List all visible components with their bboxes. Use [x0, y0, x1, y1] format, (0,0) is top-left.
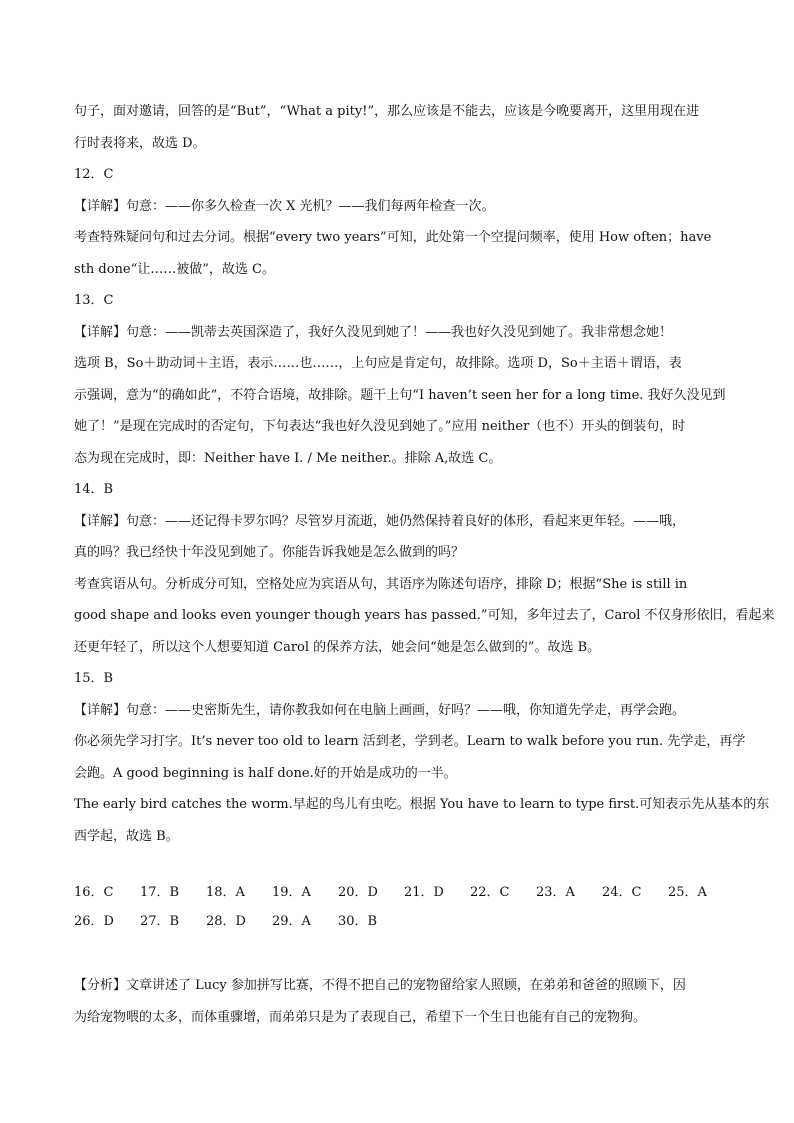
answer-item: 21．D — [404, 885, 444, 900]
text-line: 选项 B，So＋助动词＋主语，表示……也……，上句应是肯定句，故排除。选项 D，So＋主语＋谓语，表 — [74, 356, 682, 371]
question-number: 15．B — [74, 671, 114, 686]
text-line: 会跑。A good beginning is half done.好的开始是成功的一半。 — [74, 765, 457, 781]
text-line: 【详解】句意：——史密斯先生，请你教我如何在电脑上画画，好吗？——哦，你知道先学走，再学会跑。 — [74, 702, 686, 718]
text-line: 考查特殊疑问句和过去分词。根据“every two years”可知，此处第一个空提问频率，使用 How often；have — [74, 230, 712, 245]
answer-row — [74, 878, 734, 907]
text-line: 句子，面对邀请，回答的是“But”，“What a pity!”，那么应该是不能去，应该是今晚要离开，这里用现在进 — [74, 104, 700, 119]
text-line: 真的吗？我已经快十年没见到她了。你能告诉我她是怎么做到的吗？ — [74, 545, 465, 560]
answer-item: 27．B — [140, 914, 180, 929]
text-line: 态为现在完成时，即：Neither have I. / Me neither.。排除 A,故选 C。 — [74, 450, 502, 466]
text-line: 示强调，意为“的确如此”，不符合语境，故排除。题干上句“I haven’t seen her for a long time. 我好久没见到 — [74, 387, 726, 403]
answer-item: 17．B — [140, 885, 180, 900]
answer-item: 29．A — [272, 914, 311, 929]
text-line: 【详解】句意：——凯蒂去英国深造了，我好久没见到她了！——我也好久没见到她了。我非常想念她！ — [74, 324, 673, 340]
text-line: 考查宾语从句。分析成分可知，空格处应为宾语从句，其语序为陈述句语序，排除 D；根据“She is still in — [74, 576, 688, 592]
answer-item: 28．D — [206, 914, 246, 929]
answer-item: 19．A — [272, 885, 311, 900]
question-number: 12．C — [74, 167, 114, 182]
answer-item: 16．C — [74, 885, 114, 900]
explanation-block — [74, 96, 775, 852]
analysis-line: 为给宠物喂的太多，而体重骤增，而弟弟只是为了表现自己，希望下一个生日也能有自己的宠物狗。 — [74, 1009, 647, 1025]
text-line: 她了！”是现在完成时的否定句，下句表达“我也好久没见到她了。”应用 neither（也不）开头的倒装句，时 — [74, 419, 686, 434]
answer-item: 23．A — [536, 885, 575, 900]
answer-key — [74, 878, 734, 936]
answer-item: 18．A — [206, 885, 245, 900]
text-line: 行时表将来，故选 D。 — [74, 135, 206, 151]
answer-item: 25．A — [668, 885, 707, 900]
answer-item: 22．C — [470, 885, 510, 900]
answer-item: 20．D — [338, 885, 378, 900]
text-line: 还更年轻了，所以这个人想要知道 Carol 的保养方法，她会问“她是怎么做到的”。故选 B。 — [74, 639, 601, 655]
question-number: 14．B — [74, 482, 114, 497]
text-line: 你必须先学习打字。It’s never too old to learn 活到老，学到老。Learn to walk before you run. 先学走，再学 — [74, 734, 746, 749]
answer-row — [74, 907, 734, 936]
text-line: 【详解】句意：——还记得卡罗尔吗？尽管岁月流逝，她仍然保持着良好的体形，看起来更年轻。——哦， — [74, 513, 686, 529]
answer-item: 26．D — [74, 914, 114, 929]
text-line: The early bird catches the worm.早起的鸟儿有虫吃。根据 You have to learn to type first.可知表示先从基本的东 — [74, 797, 770, 812]
question-number: 13．C — [74, 293, 114, 308]
text-line: 西学起，故选 B。 — [74, 828, 179, 844]
analysis-line: 【分析】文章讲述了 Lucy 参加拼写比赛，不得不把自己的宠物留给家人照顾，在弟弟和爸爸的照顾下，因 — [74, 978, 686, 993]
text-line: good shape and looks even younger though years has passed.”可知，多年过去了，Carol 不仅身形依旧，看起来 — [74, 608, 775, 623]
answer-item: 24．C — [602, 885, 642, 900]
analysis-block — [74, 970, 724, 1033]
answer-item: 30．B — [338, 914, 378, 929]
text-line: sth done“让……被做”，故选 C。 — [74, 261, 275, 277]
text-line: 【详解】句意：——你多久检查一次 X 光机？——我们每两年检查一次。 — [74, 198, 495, 214]
